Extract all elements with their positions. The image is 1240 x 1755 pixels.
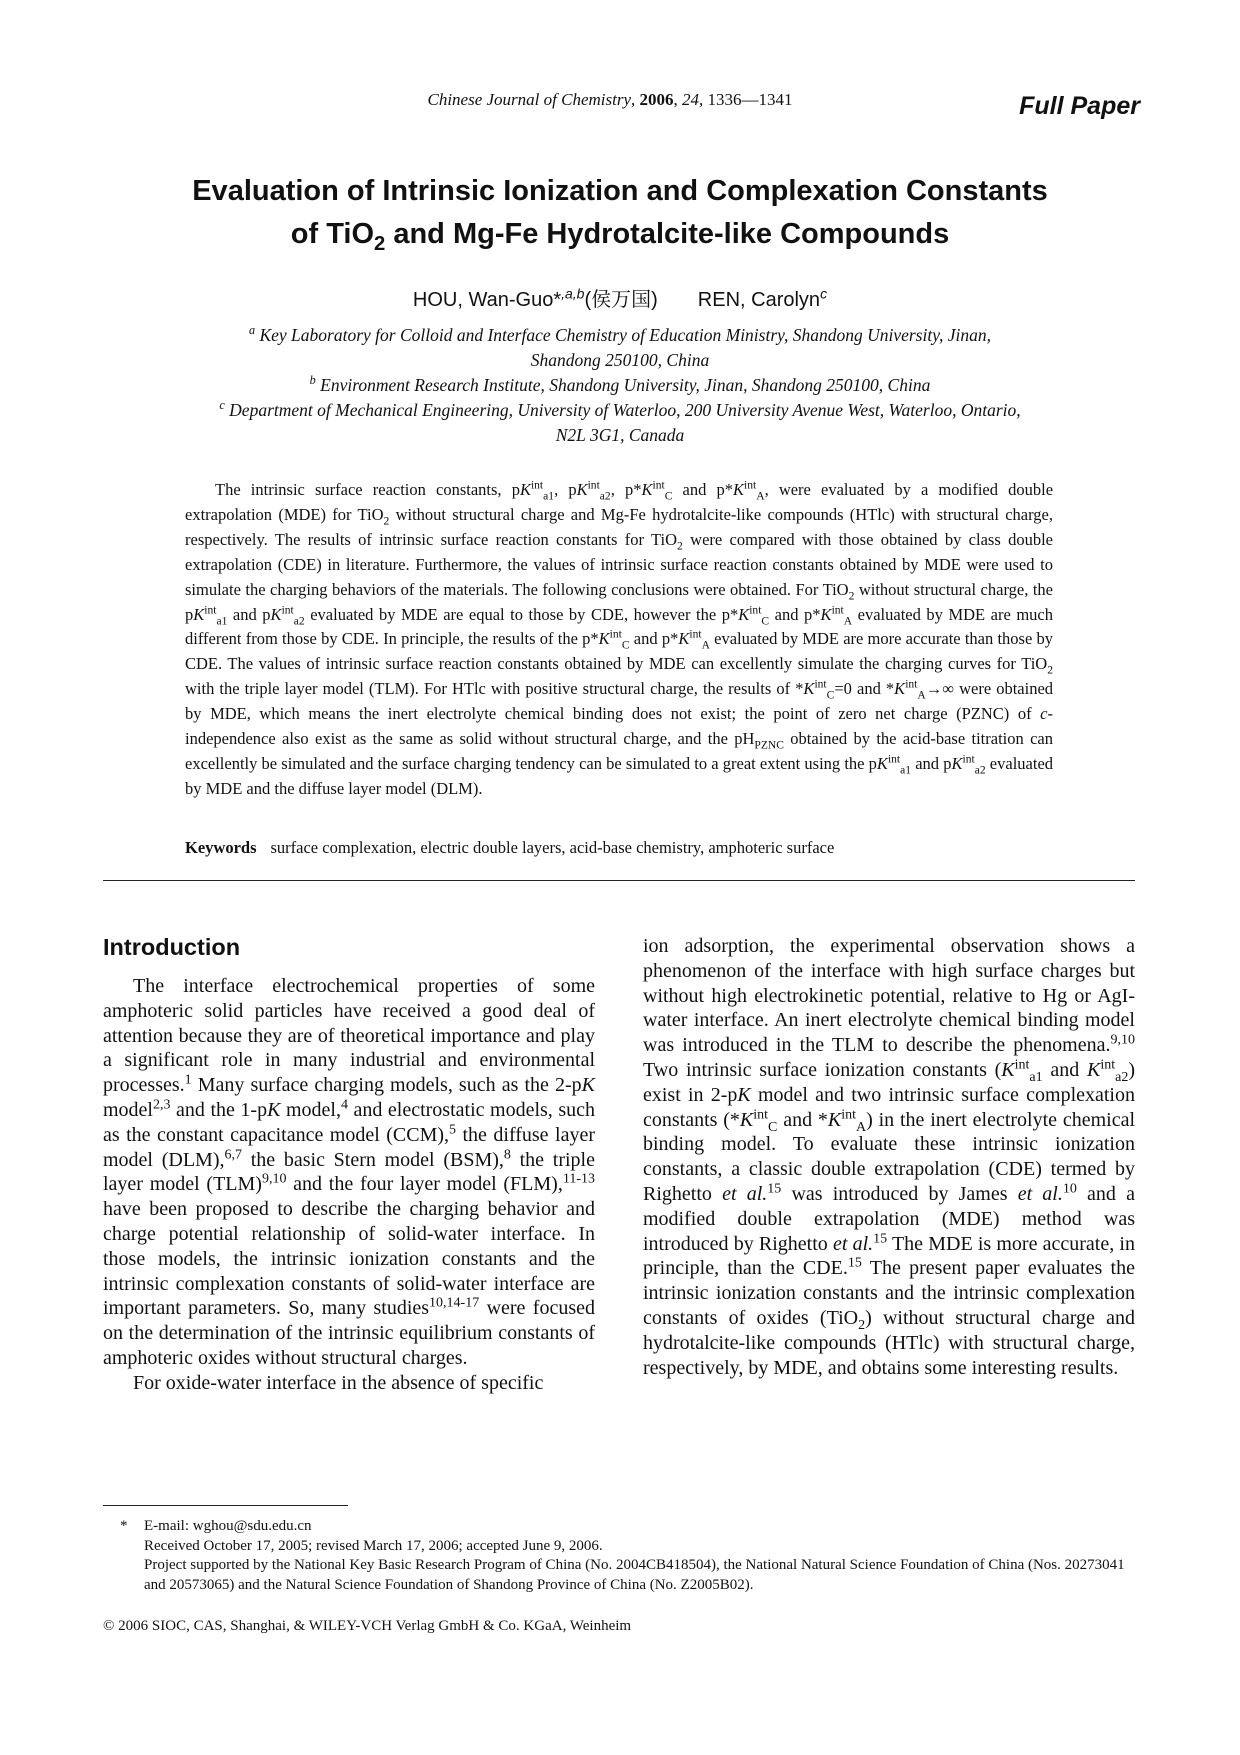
math-pKA: $p*K^{int}_A$ <box>661 628 710 652</box>
keywords-label: Keywords <box>185 838 257 857</box>
paper-title <box>150 170 1090 256</box>
paragraph: ion adsorption, the experimental observation shows a phenomenon of the interface with high surface charges but without high electrokinetic potential, relative to Hg or AgI-water interface. An inert electrolyte chemical binding model was introduced in the TLM to describe the phenomena.$^{9,10}$ Two intrinsic surface ionization constants ($K^{int}_{a1}$ and $K^{int}_{a2}$) exist in 2-pK model and two intrinsic surface complexation constants ($*K^{int}_C$ and $*K^{int}_A$) in the inert electrolyte chemical binding model. To evaluate these intrinsic ionization constants, a classic double extrapolation (CDE) termed by Righetto et al.$^{15}$ was introduced by James et al.$^{10}$ and a modified double extrapolation (MDE) method was introduced by Righetto et al.$^{15}$ The MDE is more accurate, in principle, than the CDE.$^{15}$ The present paper evaluates the intrinsic ionization constants and the intrinsic complexation constants of oxides (TiO$_2$) without structural charge and hydrotalcite-like compounds (HTlc) with structural charge, respectively, by MDE, and obtains some interesting results. <box>643 935 1136 1379</box>
math-pKA: $p*K^{int}_A$ <box>716 479 765 503</box>
footnotes <box>120 1517 1135 1595</box>
journal-citation: Chinese Journal of Chemistry, 2006, 24, 1336—1341 <box>427 90 793 109</box>
math-pKa1: $pK^{int}_{a1}$ <box>868 753 912 777</box>
math-KA: $*K^{int}_A$ <box>885 678 926 702</box>
affiliation-a: $^a$ Key Laboratory for Colloid and Interface Chemistry of Education Ministry, Shandong University, Jinan, <box>248 323 992 345</box>
affiliation-c: $^c$ Department of Mechanical Engineering, University of Waterloo, 200 University Avenue West, Waterloo, Ontario, <box>219 398 1021 420</box>
journal-volume: 24 <box>682 90 699 109</box>
keywords <box>185 838 1053 858</box>
author-ren: REN, Carolyn <box>697 289 821 311</box>
section-heading-introduction: Introduction <box>103 934 241 960</box>
section-divider <box>103 880 1135 881</box>
math-pKA: $p*K^{int}_A$ <box>804 604 853 627</box>
math-pKa1: $pK^{int}_{a1}$ <box>511 479 555 503</box>
author-list: HOU, Wan-Guo*$^{,a,b}$(侯万国) REN, Carolyn$^c$ <box>412 285 828 311</box>
title-line-1: Evaluation of Intrinsic Ionization and Complexation Constants <box>192 175 1048 207</box>
title-line-2: of TiO$_2$ and Mg-Fe Hydrotalcite-like Compounds <box>290 218 950 255</box>
paragraph: For oxide-water interface in the absence of specific <box>133 1371 544 1394</box>
footnote-email: E-mail: wghou@sdu.edu.cn <box>144 1518 312 1534</box>
copyright: © 2006 SIOC, CAS, Shanghai, & WILEY-VCH Verlag GmbH & Co. KGaA, Weinheim <box>103 1618 632 1634</box>
section-label: Full Paper <box>1019 92 1140 120</box>
math-pKC: $p*K^{int}_C$ <box>721 604 770 627</box>
math-pKa2: $pK^{int}_{a2}$ <box>943 753 986 777</box>
journal-pages: 1336—1341 <box>707 90 793 109</box>
math-pKC: $p*K^{int}_C$ <box>624 479 673 503</box>
footnote-project: Project supported by the National Key Basic Research Program of China (No. 2004CB418504), the National Natural Science Foundation of China (Nos. 20273041 and 20573065) and the Natural Science Foundation of Shandong Province of China (No. Z2005B02). <box>144 1557 1125 1593</box>
author-hou: HOU, Wan-Guo* <box>412 289 562 311</box>
paragraph: The interface electrochemical properties of some amphoteric solid particles have received a good deal of attention because they are of theoretical importance and play a significant role in many industrial and environmental processes.$^1$ Many surface charging models, such as the 2-pK model$^{2,3}$ and the 1-pK model,$^4$ and electrostatic models, such as the constant capacitance model (CCM),$^5$ the diffuse layer model (DLM),$^{6,7}$ the basic Stern model (BSM),$^8$ the triple layer model (TLM)$^{9,10}$ and the four layer model (FLM),$^{11-13}$ have been proposed to describe the charging behavior and charge potential relationship of solid-water interface. In those models, the intrinsic ionization constants and the intrinsic complexation constants of solid-water interface are important parameters. So, many studies$^{10,14-17}$ were focused on the determination of the intrinsic equilibrium constants of amphoteric oxides without structural charges. <box>103 975 595 1369</box>
footnote-divider <box>103 1505 348 1506</box>
math-pKC: $p*K^{int}_C$ <box>582 628 630 652</box>
keywords-text: surface complexation, electric double layers, acid-base chemistry, amphoteric surface <box>270 838 835 857</box>
body-column-left <box>103 932 595 1396</box>
footnote-received: Received October 17, 2005; revised March 17, 2006; accepted June 9, 2006. <box>144 1537 603 1554</box>
footnote-mark: * <box>120 1518 128 1534</box>
author-hou-chinese: (侯万国) <box>584 289 658 311</box>
affiliations: $^a$ Key Laboratory for Colloid and Interface Chemistry of Education Ministry, Shandong University, Jinan, Shandong 250100, China $^b$ Environment Research Institute, Shandong University, Jinan, Shandong 250100, China $^c$ Department of Mechanical Engineering, University of Waterloo, 200 University Avenue West, Waterloo, Ontario, N2L 3G1, Canada <box>170 323 1070 448</box>
math-pKa2: $pK^{int}_{a2}$ <box>262 604 305 627</box>
affiliation-b: $^b$ Environment Research Institute, Shandong University, Jinan, Shandong 250100, China <box>309 373 931 395</box>
journal-name: Chinese Journal of Chemistry <box>427 90 631 109</box>
abstract: The intrinsic surface reaction constants, $pK^{int}_{a1}$, $pK^{int}_{a2}$, $p*K^{int}_C$ and $p*K^{int}_A$, were evaluated by a modified double extrapolation (MDE) for TiO$_2$ without structural charge and Mg-Fe hydrotalcite-like compounds (HTlc) with structural charge, respectively. The results of intrinsic surface reaction constants for TiO$_2$ were compared with those obtained by class double extrapolation (CDE) in literature. Furthermore, the values of intrinsic surface reaction constants obtained by MDE were used to simulate the charging behaviors of the materials. The following conclusions were obtained. For TiO$_2$ without structural charge, the $pK^{int}_{a1}$ and $pK^{int}_{a2}$ evaluated by MDE are equal to those by CDE, however the $p*K^{int}_C$ and $p*K^{int}_A$ evaluated by MDE are much different from those by CDE. In principle, the results of the $p*K^{int}_C$ and $p*K^{int}_A$ evaluated by MDE are more accurate than those by CDE. The values of intrinsic surface reaction constants obtained by MDE can excellently simulate the charging curves for TiO$_2$ with the triple layer model (TLM). For HTlc with positive structural charge, the results of $*K^{int}_C=0$ and $*K^{int}_A\to\infty$ were obtained by MDE, which means the inert electrolyte chemical binding does not exist; the point of zero net charge (PZNC) of c-independence also exist as the same as solid without structural charge, and the $pH_{PZNC}$ obtained by the acid-base titration can excellently be simulated and the surface charging tendency can be simulated to a great extent using the $pK^{int}_{a1}$ and $pK^{int}_{a2}$ evaluated by MDE and the diffuse layer model (DLM). <box>185 479 1054 798</box>
body-column-right <box>643 934 1135 1380</box>
math-KC: $*K^{int}_C$ <box>795 678 835 702</box>
journal-year: 2006 <box>639 90 674 109</box>
math-pKa1: $pK^{int}_{a1}$ <box>185 604 228 627</box>
math-pKa2: $pK^{int}_{a2}$ <box>568 479 611 503</box>
